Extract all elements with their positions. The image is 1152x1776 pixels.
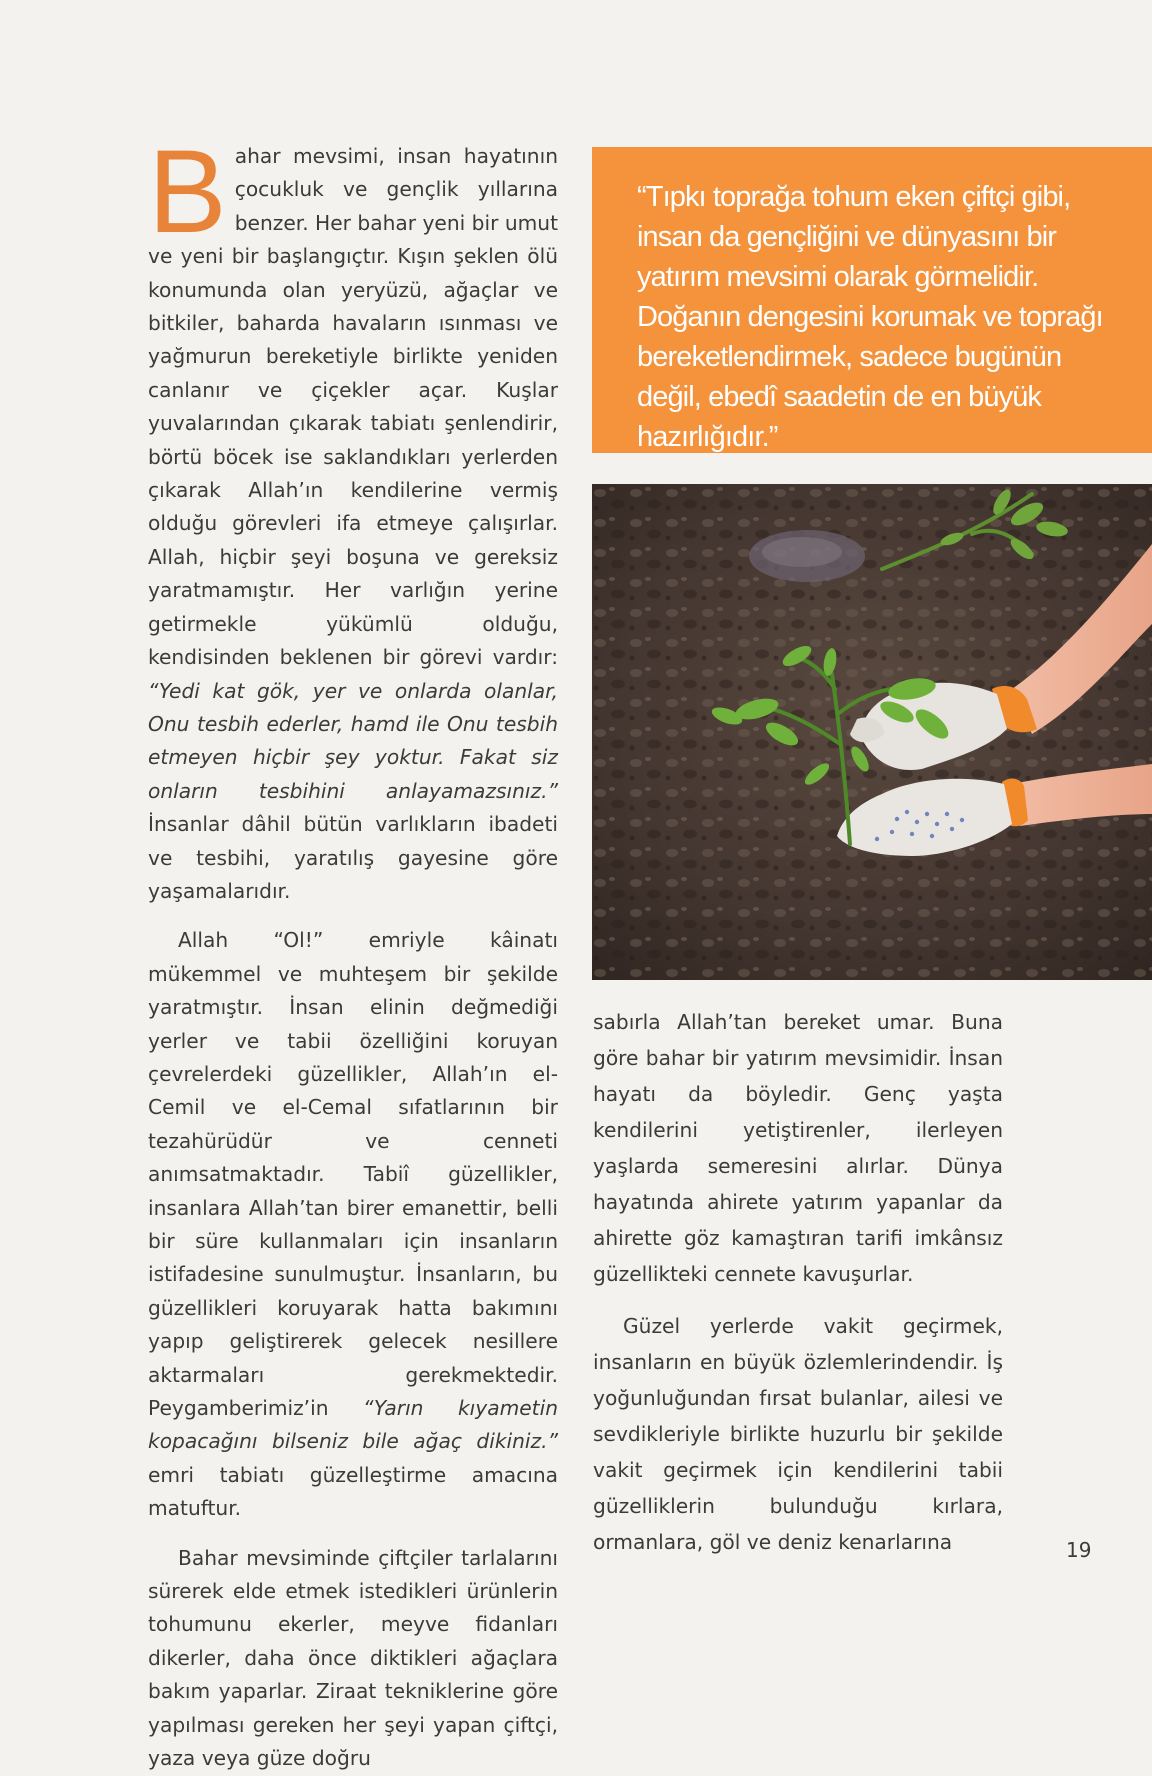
paragraph-3: Bahar mevsiminde çiftçiler tarlalarını sürerek elde etmek istedikleri ürünlerin tohumunu ekerler, meyve fidanları dikerler, daha önce diktikleri ağaçlara bakım yaparlar. Ziraat tekniklerine göre yapılması gereken her şeyi yapan çiftçi, yaza veya güze doğru — [148, 1545, 558, 1771]
drop-cap: B — [148, 126, 227, 258]
paragraph-1-quote: “Yedi kat gök, yer ve onlarda olanlar, Onu tesbih ederler, hamd ile Onu tesbih etmeyen hiçbir şey yoktur. Fakat siz onların tesbihini anlayamazsınız.” — [148, 678, 558, 803]
paragraph-1-text: ahar mevsimi, insan hayatının çocukluk ve gençlik yıllarına benzer. Her bahar yeni bir umut ve yeni bir başlangıçtır. Kışın şeklen ölü konumunda olan yeryüzü, ağaçlar ve bitkiler, baharda havaların ısınması ve yağmurun bereketiyle birlikte yeniden canlanır ve çiçekler açar. Kuşlar yuvalarından çıkarak tabiatı şenlendirir, börtü böcek ise saklandıkları yerlerden çıkarak Allah’ın kendilerine vermiş olduğu görevleri ifa etmeye çalışırlar. Allah, hiçbir şeyi boşuna ve gereksiz yaratmamıştır. Her varlığın yerine getirmekle yükümlü olduğu, kendisinden beklenen bir görevi vardır: — [148, 144, 558, 670]
paragraph-2-end: emri tabiatı güzelleştirme amacına matuftur. — [148, 1462, 558, 1521]
paragraph-2-text: Allah “Ol!” emriyle kâinatı mükemmel ve muhteşem bir şekilde yaratmıştır. İnsan elinin değmediği yerler ve tabii özelliğini koruyan çevrelerdeki güzellikler, Allah’ın el-Cemil ve el-Cemal sıfatlarının bir tezahürüdür ve cenneti anımsatmaktadır. Tabiî güzellikler, insanlara Allah’tan birer emanettir, belli bir süre kullanmaları için insanların istifadesine sunulmuştur. İnsanların, bu güzellikleri koruyarak hatta bakımını yapıp geliştirerek gelecek nesillere aktarmaları gerekmektedir. Peygamberimiz’in — [148, 928, 558, 1421]
right-paragraph-2: Güzel yerlerde vakit geçirmek, insanların en büyük özlemlerindendir. İş yoğunluğundan fırsat bulanlar, ailesi ve sevdikleriyle birlikte huzurlu bir şekilde vakit geçirmek için kendilerini tabii güzelliklerin bulunduğu kırlara, ormanlara, göl ve deniz kenarlarına — [593, 1314, 1003, 1554]
page-number: 19 — [1066, 1538, 1092, 1562]
right-paragraph-1: sabırla Allah’tan bereket umar. Buna göre bahar bir yatırım mevsimidir. İnsan hayatı da böyledir. Genç yaşta kendilerini yetiştirenler, ilerleyen yaşlarda semeresini alırlar. Dünya hayatında ahirete yatırım yapanlar da ahirette göz kamaştıran tarifi imkânsız güzellikteki cennete kavuşurlar. — [593, 1010, 1003, 1286]
planting-photo — [592, 484, 1152, 980]
pull-quote-text: “Tıpkı toprağa tohum eken çiftçi gibi, insan da gençliğini ve dünyasını bir yatırım mevsimi olarak görmelidir. Doğanın dengesini korumak ve toprağı bereketlendirmek, sadece bugünün değil, ebedî saadetin de en büyük hazırlığıdır.” — [637, 181, 1103, 453]
paragraph-2 — [148, 924, 558, 1525]
paragraph-1-end: İnsanlar dâhil bütün varlıkların ibadeti ve tesbihi, yaratılış gayesine göre yaşamalarıdır. — [148, 812, 558, 903]
paragraph-2-quote: “Yarın kıyametin kopacağını bilseniz bile ağaç dikiniz.” — [148, 1396, 558, 1454]
right-column — [593, 1004, 1003, 1560]
paragraph-1 — [148, 126, 558, 908]
left-column — [148, 126, 558, 1776]
pull-quote-box — [592, 147, 1152, 453]
